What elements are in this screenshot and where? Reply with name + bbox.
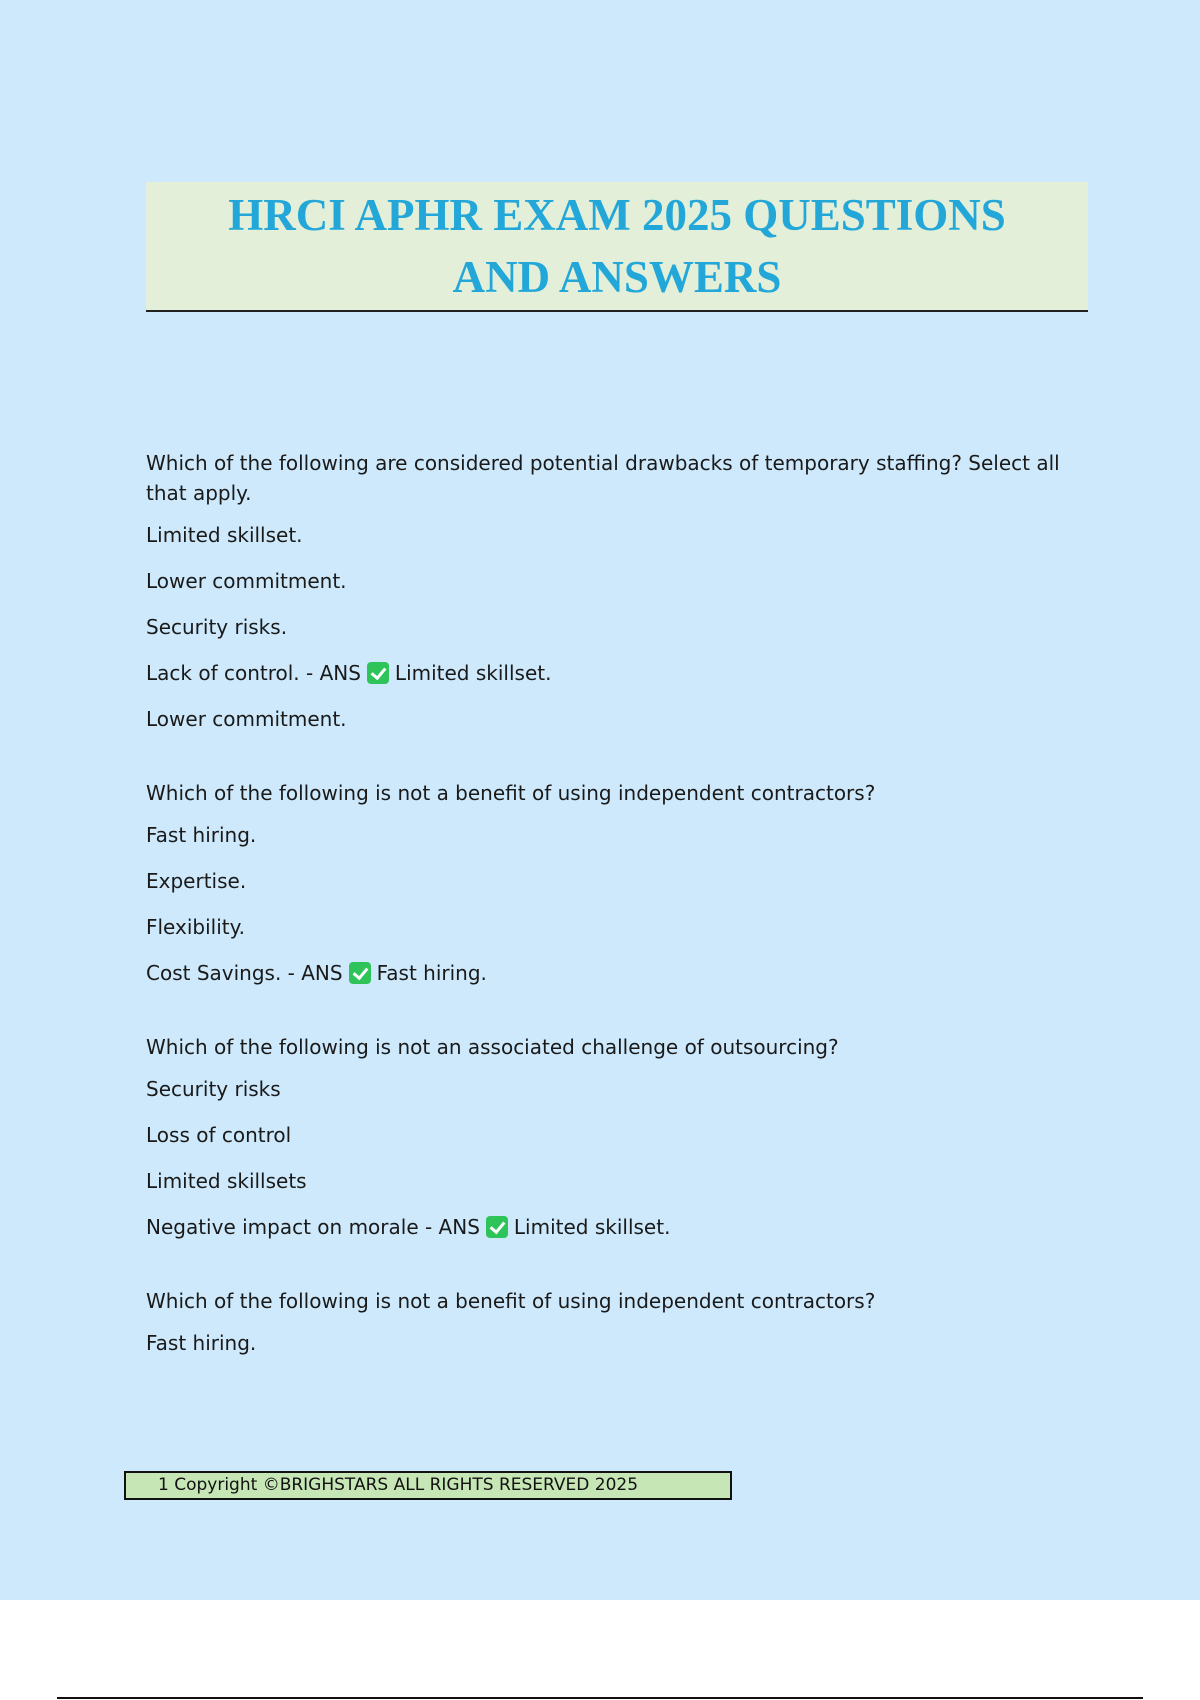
- question-text: Which of the following is not a benefit of using independent contractors?: [146, 781, 876, 805]
- correct-answer: Limited skillset.: [394, 661, 552, 685]
- answer-prefix: Cost Savings. - ANS: [146, 961, 343, 985]
- check-mark-icon: [486, 1216, 508, 1238]
- answer-option: Flexibility.: [146, 915, 245, 939]
- copyright-footer: 1 Copyright ©BRIGHSTARS ALL RIGHTS RESERVED 2025: [124, 1471, 732, 1500]
- check-mark-icon: [367, 662, 389, 684]
- answer-option: Security risks: [146, 1077, 281, 1101]
- question-block-2: [146, 778, 1066, 988]
- answer-prefix: Lack of control. - ANS: [146, 661, 361, 685]
- answer-option: Expertise.: [146, 869, 247, 893]
- correct-answer-continued: Lower commitment.: [146, 707, 347, 731]
- answer-line: [146, 958, 1066, 988]
- page-divider: [57, 1697, 1143, 1699]
- answer-option: Limited skillset.: [146, 523, 303, 547]
- answer-option: Fast hiring.: [146, 823, 257, 847]
- answer-line: [146, 658, 1066, 688]
- answer-option: Fast hiring.: [146, 1331, 257, 1355]
- question-block-4: [146, 1286, 1066, 1358]
- question-block-1: [146, 448, 1066, 734]
- title-banner: [146, 182, 1088, 312]
- correct-answer: Fast hiring.: [376, 961, 487, 985]
- question-text: Which of the following is not a benefit of using independent contractors?: [146, 1289, 876, 1313]
- answer-option: Lower commitment.: [146, 569, 347, 593]
- answer-option: Security risks.: [146, 615, 288, 639]
- document-title-line-2: AND ANSWERS: [452, 252, 782, 302]
- answer-option: Loss of control: [146, 1123, 292, 1147]
- document-title-line-1: HRCI APHR EXAM 2025 QUESTIONS: [228, 190, 1006, 240]
- question-text: Which of the following are considered potential drawbacks of temporary staffing? Select all that apply.: [146, 451, 1060, 505]
- check-mark-icon: [349, 962, 371, 984]
- answer-prefix: Negative impact on morale - ANS: [146, 1215, 480, 1239]
- question-block-3: [146, 1032, 1066, 1242]
- question-list: [146, 448, 1066, 1402]
- correct-answer: Limited skillset.: [513, 1215, 671, 1239]
- question-text: Which of the following is not an associated challenge of outsourcing?: [146, 1035, 839, 1059]
- answer-option: Limited skillsets: [146, 1169, 307, 1193]
- answer-line: [146, 1212, 1066, 1242]
